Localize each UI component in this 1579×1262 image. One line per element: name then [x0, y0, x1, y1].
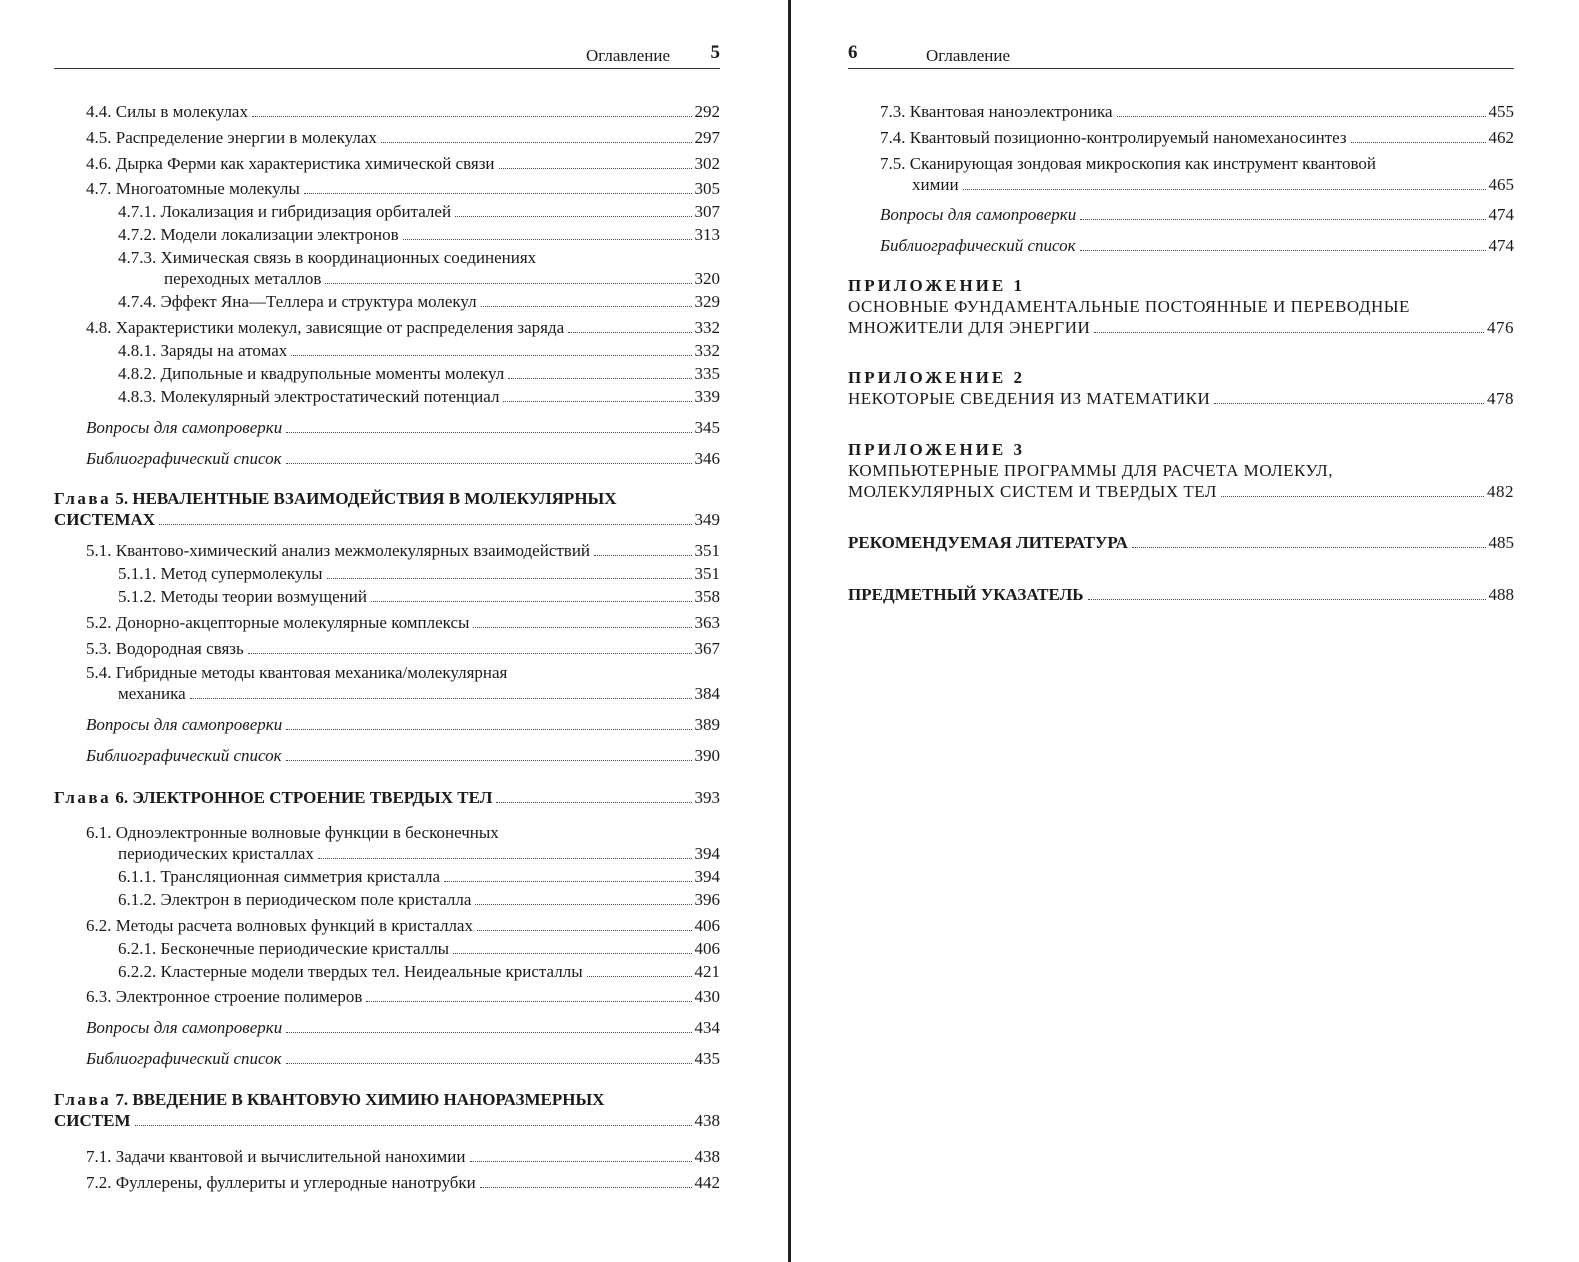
leader-dots	[587, 975, 692, 977]
leader-dots	[455, 215, 691, 217]
page-spread-divider	[788, 0, 791, 1262]
leader-dots	[1117, 115, 1486, 117]
toc-entry[interactable]: 6.2.1. Бесконечные периодические кристаллы 406	[118, 939, 720, 958]
toc-entry[interactable]: 4.8.1. Заряды на атомах 332	[118, 341, 720, 360]
toc-entry[interactable]: 4.8.3. Молекулярный электростатический потенциал 339	[118, 387, 720, 406]
leader-dots	[286, 462, 692, 464]
page-ref: 406	[694, 939, 720, 958]
page-ref: 332	[694, 341, 720, 360]
toc-appendix-2[interactable]: ПРИЛОЖЕНИЕ 2 НЕКОТОРЫЕ СВЕДЕНИЯ ИЗ МАТЕМАТИКИ 478	[848, 368, 1514, 408]
page-ref: 339	[694, 387, 720, 406]
toc-entry[interactable]: 4.7.3. Химическая связь в координационных соединениях переходных металлов 320	[118, 248, 720, 288]
page-ref: 320	[694, 269, 720, 288]
leader-dots	[325, 282, 691, 284]
leader-dots	[568, 331, 691, 333]
leader-dots	[481, 305, 692, 307]
toc-entry[interactable]: 6.3. Электронное строение полимеров 430	[86, 987, 720, 1006]
page-ref: 390	[694, 746, 720, 765]
leader-dots	[286, 1031, 691, 1033]
toc-entry-review-questions[interactable]: Вопросы для самопроверки 345	[86, 418, 720, 437]
leader-dots	[594, 554, 691, 556]
page-ref: 485	[1488, 533, 1514, 552]
page-ref: 474	[1488, 236, 1514, 255]
appendix-label: ПРИЛОЖЕНИЕ 1	[848, 276, 1025, 295]
toc-entry[interactable]: 5.1. Квантово-химический анализ межмолекулярных взаимодействий 351	[86, 541, 720, 560]
leader-dots	[1080, 218, 1485, 220]
leader-dots	[366, 1000, 691, 1002]
toc-entry-review-questions[interactable]: Вопросы для самопроверки 474	[880, 205, 1514, 224]
leader-dots	[1080, 249, 1486, 251]
leader-dots	[496, 801, 691, 803]
page-ref: 305	[694, 179, 720, 198]
running-header	[54, 44, 720, 69]
leader-dots	[371, 600, 692, 602]
page-ref: 442	[694, 1173, 720, 1192]
toc-entry[interactable]: 5.1.1. Метод супермолекулы 351	[118, 564, 720, 583]
toc-entry-review-questions[interactable]: Вопросы для самопроверки 389	[86, 715, 720, 734]
toc-entry[interactable]: 7.4. Квантовый позиционно-контролируемый наномеханосинтез 462	[880, 128, 1514, 147]
leader-dots	[252, 115, 692, 117]
page-ref: 302	[694, 154, 720, 173]
leader-dots	[327, 577, 692, 579]
leader-dots	[508, 377, 691, 379]
toc-entry-bibliography[interactable]: Библиографический список 346	[86, 449, 720, 468]
leader-dots	[304, 192, 692, 194]
toc-entry[interactable]: 4.8. Характеристики молекул, зависящие от распределения заряда 332	[86, 318, 720, 337]
page-number: 5	[710, 42, 720, 63]
leader-dots	[1132, 546, 1486, 548]
toc-entry[interactable]: 4.4. Силы в молекулах 292	[86, 102, 720, 121]
page-ref: 421	[694, 962, 720, 981]
page-ref: 396	[694, 890, 720, 909]
page-ref: 434	[694, 1018, 720, 1037]
toc-chapter-7[interactable]: Глава 7. ВВЕДЕНИЕ В КВАНТОВУЮ ХИМИЮ НАНОРАЗМЕРНЫХ СИСТЕМ 438	[54, 1090, 720, 1130]
page-ref: 313	[694, 225, 720, 244]
page-ref: 297	[694, 128, 720, 147]
toc-entry-bibliography[interactable]: Библиографический список 474	[880, 236, 1514, 255]
leader-dots	[475, 903, 691, 905]
page-ref: 430	[694, 987, 720, 1006]
appendix-label: ПРИЛОЖЕНИЕ 3	[848, 440, 1025, 459]
leader-dots	[477, 929, 692, 931]
page-ref: 351	[694, 541, 720, 560]
page-ref: 438	[694, 1147, 720, 1166]
page-ref: 384	[694, 684, 720, 703]
toc-chapter-5[interactable]: Глава 5. НЕВАЛЕНТНЫЕ ВЗАИМОДЕЙСТВИЯ В МОЛЕКУЛЯРНЫХ СИСТЕМАХ 349	[54, 489, 720, 529]
toc-entry[interactable]: 6.1.2. Электрон в периодическом поле кристалла 396	[118, 890, 720, 909]
toc-entry[interactable]: 5.1.2. Методы теории возмущений 358	[118, 587, 720, 606]
toc-entry[interactable]: 6.2.2. Кластерные модели твердых тел. Неидеальные кристаллы 421	[118, 962, 720, 981]
leader-dots	[248, 652, 692, 654]
page-ref: 435	[694, 1049, 720, 1068]
toc-entry[interactable]: 6.1. Одноэлектронные волновые функции в бесконечных периодических кристаллах 394	[86, 823, 720, 863]
page-ref: 462	[1488, 128, 1514, 147]
leader-dots	[291, 354, 691, 356]
page-ref: 329	[694, 292, 720, 311]
toc-entry[interactable]: 7.3. Квантовая наноэлектроника 455	[880, 102, 1514, 121]
leader-dots	[286, 1062, 692, 1064]
leader-dots	[453, 952, 691, 954]
page-ref: 307	[694, 202, 720, 221]
leader-dots	[963, 188, 1486, 190]
page-ref: 351	[694, 564, 720, 583]
running-header-title: Оглавление	[586, 46, 670, 65]
toc-entry[interactable]: 7.1. Задачи квантовой и вычислительной нанохимии 438	[86, 1147, 720, 1166]
page-ref: 332	[694, 318, 720, 337]
running-header-title: Оглавление	[926, 46, 1010, 65]
page-ref: 358	[694, 587, 720, 606]
page-ref: 346	[694, 449, 720, 468]
toc-entry[interactable]: 4.7.2. Модели локализации электронов 313	[118, 225, 720, 244]
leader-dots	[1088, 598, 1486, 600]
toc-appendix-1[interactable]: ПРИЛОЖЕНИЕ 1 ОСНОВНЫЕ ФУНДАМЕНТАЛЬНЫЕ ПОСТОЯННЫЕ И ПЕРЕВОДНЫЕ МНОЖИТЕЛИ ДЛЯ ЭНЕРГИИ 476	[848, 276, 1514, 337]
leader-dots	[318, 857, 692, 859]
leader-dots	[1351, 141, 1486, 143]
page-number: 6	[848, 42, 858, 63]
leader-dots	[286, 728, 691, 730]
page-ref: 335	[694, 364, 720, 383]
page-ref: 478	[1487, 389, 1514, 408]
leader-dots	[286, 759, 692, 761]
toc-entry[interactable]: 4.7. Многоатомные молекулы 305	[86, 179, 720, 198]
page-ref: 345	[694, 418, 720, 437]
toc-appendix-3[interactable]: ПРИЛОЖЕНИЕ 3 КОМПЬЮТЕРНЫЕ ПРОГРАММЫ ДЛЯ РАСЧЕТА МОЛЕКУЛ, МОЛЕКУЛЯРНЫХ СИСТЕМ И ТВЕРДЫХ ТЕЛ 482	[848, 440, 1514, 501]
leader-dots	[444, 880, 692, 882]
page-ref: 476	[1487, 318, 1514, 337]
leader-dots	[473, 626, 691, 628]
leader-dots	[190, 697, 692, 699]
toc-chapter-6[interactable]: Глава 6. ЭЛЕКТРОННОЕ СТРОЕНИЕ ТВЕРДЫХ ТЕЛ 393	[54, 788, 720, 807]
page-ref: 393	[694, 788, 720, 807]
toc-entry[interactable]: 5.2. Донорно-акцепторные молекулярные комплексы 363	[86, 613, 720, 632]
toc-entry[interactable]: 6.1.1. Трансляционная симметрия кристалла 394	[118, 867, 720, 886]
leader-dots	[1094, 331, 1484, 333]
leader-dots	[135, 1124, 692, 1126]
toc-entry-review-questions[interactable]: Вопросы для самопроверки 434	[86, 1018, 720, 1037]
leader-dots	[470, 1160, 692, 1162]
page-ref: 406	[694, 916, 720, 935]
page-ref: 394	[694, 844, 720, 863]
page-ref: 455	[1488, 102, 1514, 121]
appendix-label: ПРИЛОЖЕНИЕ 2	[848, 368, 1025, 387]
leader-dots	[503, 400, 691, 402]
toc-entry[interactable]: 5.3. Водородная связь 367	[86, 639, 720, 658]
toc-entry[interactable]: 4.6. Дырка Ферми как характеристика химической связи 302	[86, 154, 720, 173]
toc-entry[interactable]: 4.5. Распределение энергии в молекулах 297	[86, 128, 720, 147]
toc-entry-bibliography[interactable]: Библиографический список 435	[86, 1049, 720, 1068]
running-header	[848, 44, 1514, 69]
leader-dots	[381, 141, 692, 143]
toc-entry[interactable]: 5.4. Гибридные методы квантовая механика/молекулярная механика 384	[86, 663, 720, 703]
toc-entry[interactable]: 4.7.4. Эффект Яна—Теллера и структура молекул 329	[118, 292, 720, 311]
leader-dots	[159, 523, 691, 525]
page-ref: 389	[694, 715, 720, 734]
leader-dots	[499, 167, 692, 169]
page-ref: 394	[694, 867, 720, 886]
toc-entry[interactable]: 4.7.1. Локализация и гибридизация орбиталей 307	[118, 202, 720, 221]
page-ref: 363	[694, 613, 720, 632]
leader-dots	[403, 238, 692, 240]
page-ref: 292	[694, 102, 720, 121]
toc-entry[interactable]: 7.2. Фуллерены, фуллериты и углеродные нанотрубки 442	[86, 1173, 720, 1192]
page-ref: 367	[694, 639, 720, 658]
leader-dots	[1214, 402, 1484, 404]
toc-entry[interactable]: 6.2. Методы расчета волновых функций в кристаллах 406	[86, 916, 720, 935]
page-ref: 488	[1488, 585, 1514, 604]
page-ref: 465	[1488, 175, 1514, 194]
toc-recommended-literature[interactable]: РЕКОМЕНДУЕМАЯ ЛИТЕРАТУРА 485	[848, 533, 1514, 552]
page-ref: 474	[1488, 205, 1514, 224]
leader-dots	[1221, 495, 1484, 497]
toc-entry[interactable]: 4.8.2. Дипольные и квадрупольные моменты молекул 335	[118, 364, 720, 383]
toc-entry[interactable]: 7.5. Сканирующая зондовая микроскопия как инструмент квантовой химии 465	[880, 154, 1514, 194]
leader-dots	[286, 431, 691, 433]
leader-dots	[480, 1186, 692, 1188]
page-ref: 438	[694, 1111, 720, 1130]
toc-subject-index[interactable]: ПРЕДМЕТНЫЙ УКАЗАТЕЛЬ 488	[848, 585, 1514, 604]
toc-entry-bibliography[interactable]: Библиографический список 390	[86, 746, 720, 765]
page-ref: 349	[694, 510, 720, 529]
page-ref: 482	[1487, 482, 1514, 501]
